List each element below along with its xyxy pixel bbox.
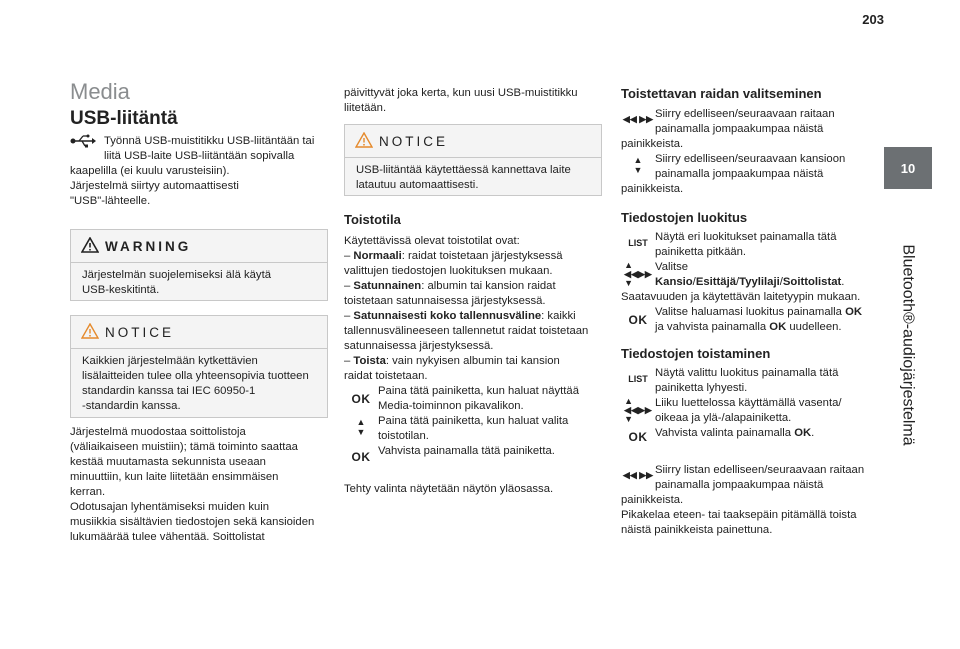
pika-line-1: Pikakelaa eteen- tai taaksepäin pitämällä toista bbox=[621, 509, 857, 521]
notice-box-2 bbox=[344, 124, 602, 196]
toistotila-section bbox=[344, 212, 606, 497]
text: ja vahvista painamalla bbox=[655, 321, 770, 333]
lr-line-1: Siirry edelliseen/seuraavaan raitaan bbox=[655, 108, 835, 120]
para-line: kestää muutamasta sekunnista useaan bbox=[70, 456, 266, 468]
usb-icon bbox=[70, 134, 104, 153]
ok-line-2 bbox=[655, 320, 862, 335]
nav-line-1: Liiku luettelossa käyttämällä vasenta/ bbox=[655, 397, 842, 409]
usb-text-3: kaapelilla (ei kuulu varusteisiin). bbox=[70, 165, 230, 177]
mode-desc: : kaikki bbox=[541, 310, 576, 322]
mode-label: Satunnainen bbox=[353, 280, 422, 292]
column-1 bbox=[70, 79, 328, 209]
mode-label: Toista bbox=[353, 355, 386, 367]
mode-desc: : raidat toistetaan järjestyksessä bbox=[401, 250, 563, 262]
mode-satunnainen: – Satunnainen: albumin tai kansion raidat bbox=[344, 280, 556, 292]
ok-icon: OK bbox=[628, 313, 648, 327]
media-heading: Media bbox=[70, 79, 130, 104]
ok-line-1 bbox=[655, 305, 862, 320]
ok2-line-1: Vahvista painamalla tätä painiketta. bbox=[378, 445, 555, 457]
luokitus-heading: Tiedostojen luokitus bbox=[621, 210, 748, 225]
usb-text-1: Työnnä USB-muistitikku USB-liitäntään tai bbox=[104, 135, 315, 147]
usb-text-4: Järjestelmä siirtyy automaattisesti bbox=[70, 180, 239, 192]
list-line-1: Näytä eri luokitukset painamalla tätä bbox=[655, 231, 837, 243]
ok-icon: OK bbox=[628, 430, 648, 444]
cont-line-2: liitetään. bbox=[344, 102, 387, 114]
notice-title: NOTICE bbox=[105, 324, 175, 340]
ok-icon: OK bbox=[351, 392, 371, 406]
ok-word: OK bbox=[845, 306, 863, 318]
ok-word: OK bbox=[769, 321, 787, 333]
notice-icon bbox=[81, 323, 99, 342]
dot: . bbox=[841, 276, 845, 288]
warning-icon bbox=[81, 237, 99, 256]
footer-note: Tehty valinta näytetään näytön yläosassa. bbox=[344, 483, 554, 495]
valinta-heading: Toistettavan raidan valitseminen bbox=[621, 86, 822, 101]
ok1-line-1: Paina tätä painiketta, kun haluat näyttää bbox=[378, 385, 579, 397]
text: Vahvista valinta painamalla bbox=[655, 427, 795, 439]
chapter-title-text: Bluetooth®-audiojärjestelmä bbox=[900, 244, 918, 446]
mode-normaali: – Normaali: raidat toistetaan järjestyksessä bbox=[344, 250, 563, 262]
warning-title: WARNING bbox=[105, 238, 192, 254]
ok3-line-1 bbox=[655, 426, 814, 441]
sep: / bbox=[736, 276, 740, 288]
toistotila-heading: Toistotila bbox=[344, 212, 401, 227]
mode-desc-cont: tallennusvälineeseen tallennetut raidat toistetaan bbox=[344, 325, 589, 337]
ok1-line-2: Media-toiminnon pikavalikon. bbox=[378, 400, 524, 412]
ud-line-3: painikkeista. bbox=[621, 183, 684, 195]
para-line: lukumäärää tulee vähentää. Soittolistat bbox=[70, 531, 265, 543]
notice-line-2: latautuu automaattisesti. bbox=[356, 179, 479, 191]
notice-icon bbox=[355, 132, 373, 151]
text: uudelleen. bbox=[786, 321, 842, 333]
usb-heading: USB-liitäntä bbox=[70, 108, 178, 129]
col2-continuation bbox=[344, 86, 606, 116]
sep: / bbox=[692, 276, 696, 288]
usb-intro bbox=[70, 134, 328, 209]
ok-word: OK bbox=[794, 427, 812, 439]
notice-line-3: standardin kanssa tai IEC 60950-1 bbox=[82, 385, 256, 397]
warning-line-1: Järjestelmän suojelemiseksi älä käytä bbox=[82, 269, 271, 281]
col1-paragraph bbox=[70, 425, 332, 545]
ok-icon: OK bbox=[351, 450, 371, 464]
toistotila-intro: Käytettävissä olevat toistotilat ovat: bbox=[344, 235, 520, 247]
lr2-line-2: painamalla jompaakumpaa näistä bbox=[655, 479, 824, 491]
saatavuus-line: Saatavuuden ja käytettävän laitetyypin mukaan. bbox=[621, 291, 861, 303]
left-right-arrows-icon: ◀◀ ▶▶ bbox=[622, 470, 654, 480]
warning-line-2: USB-keskitintä. bbox=[82, 284, 160, 296]
notice-line-2: lisälaitteiden tulee olla yhteensopivia tuotteen bbox=[82, 370, 309, 382]
usb-text-2: liitä USB-laite USB-liitäntään sopivalla bbox=[104, 150, 295, 162]
chapter-tab: 10 bbox=[884, 147, 932, 189]
mode-label: Satunnaisesti koko tallennusväline bbox=[353, 310, 542, 322]
mode-desc: : albumin tai kansion raidat bbox=[421, 280, 556, 292]
up-down-arrows-icon: ▲ ▼ bbox=[633, 155, 643, 175]
para-line: (väliaikaiseen muistiin); tämä toiminto saattaa bbox=[70, 441, 298, 453]
category: Tyylilaji bbox=[739, 276, 780, 288]
ud-line-1: Paina tätä painiketta, kun haluat valita bbox=[378, 415, 569, 427]
para-line: minuuttiin, kun laite liitetään ensimmäisen bbox=[70, 471, 279, 483]
list-icon: LIST bbox=[628, 374, 648, 384]
para-line: Järjestelmä muodostaa soittolistoja bbox=[70, 426, 246, 438]
category: Esittäjä bbox=[695, 276, 736, 288]
text: Valitse haluamasi luokitus painamalla bbox=[655, 306, 846, 318]
nav-line-2: oikeaa ja ylä-/alapainiketta. bbox=[655, 412, 792, 424]
ud-line-2: toistotilan. bbox=[378, 430, 429, 442]
valitse-line: Valitse bbox=[655, 261, 689, 273]
mode-desc-cont: valittujen tiedostojen luokituksen mukaan. bbox=[344, 265, 553, 277]
column-3 bbox=[621, 86, 883, 538]
sep: / bbox=[779, 276, 783, 288]
notice-line-4: -standardin kanssa. bbox=[82, 400, 181, 412]
list-line-2: painiketta pitkään. bbox=[655, 246, 747, 258]
notice-title: NOTICE bbox=[379, 133, 449, 149]
notice-line-1: USB-liitäntää käytettäessä kannettava laite bbox=[356, 164, 571, 176]
text: . bbox=[811, 427, 815, 439]
categories-line bbox=[655, 275, 844, 290]
ud-line-1: Siirry edelliseen/seuraavaan kansioon bbox=[655, 153, 846, 165]
four-way-arrows-icon: ▲ ◀◀▶▶ ▼ bbox=[624, 260, 652, 288]
left-right-arrows-icon: ◀◀ ▶▶ bbox=[622, 114, 654, 124]
page-number: 203 bbox=[862, 12, 884, 27]
ud-line-2: painamalla jompaakumpaa näistä bbox=[655, 168, 824, 180]
mode-desc: : vain nykyisen albumin tai kansion bbox=[385, 355, 560, 367]
category: Kansio bbox=[655, 276, 693, 288]
cont-line-1: päivittyvät joka kerta, kun uusi USB-muistitikku bbox=[344, 87, 578, 99]
mode-label: Normaali bbox=[353, 250, 402, 262]
four-way-arrows-icon: ▲ ◀◀▶▶ ▼ bbox=[624, 396, 652, 424]
lr-line-3: painikkeista. bbox=[621, 138, 684, 150]
mode-desc-cont: raidat toistetaan. bbox=[344, 370, 428, 382]
notice-box-1 bbox=[70, 315, 328, 418]
list2-line-1: Näytä valittu luokitus painamalla tätä bbox=[655, 367, 839, 379]
list2-line-2: painiketta lyhyesti. bbox=[655, 382, 748, 394]
lr-line-2: painamalla jompaakumpaa näistä bbox=[655, 123, 824, 135]
mode-desc-cont: satunnaisessa järjestyksessä. bbox=[344, 340, 494, 352]
para-line: kerran. bbox=[70, 486, 106, 498]
up-down-arrows-icon: ▲ ▼ bbox=[356, 417, 366, 437]
notice-line-1: Kaikkien järjestelmään kytkettävien bbox=[82, 355, 258, 367]
pika-line-2: näistä painikkeista painettuna. bbox=[621, 524, 773, 536]
lr2-line-1: Siirry listan edelliseen/seuraavaan raitaan bbox=[655, 464, 865, 476]
para-line: musiikkia sisältävien tiedostojen sekä kansioiden bbox=[70, 516, 315, 528]
toistaminen-heading: Tiedostojen toistaminen bbox=[621, 346, 771, 361]
list-icon: LIST bbox=[628, 238, 648, 248]
lr2-line-3: painikkeista. bbox=[621, 494, 684, 506]
mode-koko: – Satunnaisesti koko tallennusväline: kaikki bbox=[344, 310, 576, 322]
para-line: Odotusajan lyhentämiseksi muiden kuin bbox=[70, 501, 270, 513]
usb-text-5: "USB"-lähteelle. bbox=[70, 195, 151, 207]
category: Soittolistat bbox=[782, 276, 842, 288]
mode-desc-cont: toistetaan satunnaisessa järjestyksessä. bbox=[344, 295, 546, 307]
mode-toista: – Toista: vain nykyisen albumin tai kansion bbox=[344, 355, 560, 367]
warning-box bbox=[70, 229, 328, 301]
